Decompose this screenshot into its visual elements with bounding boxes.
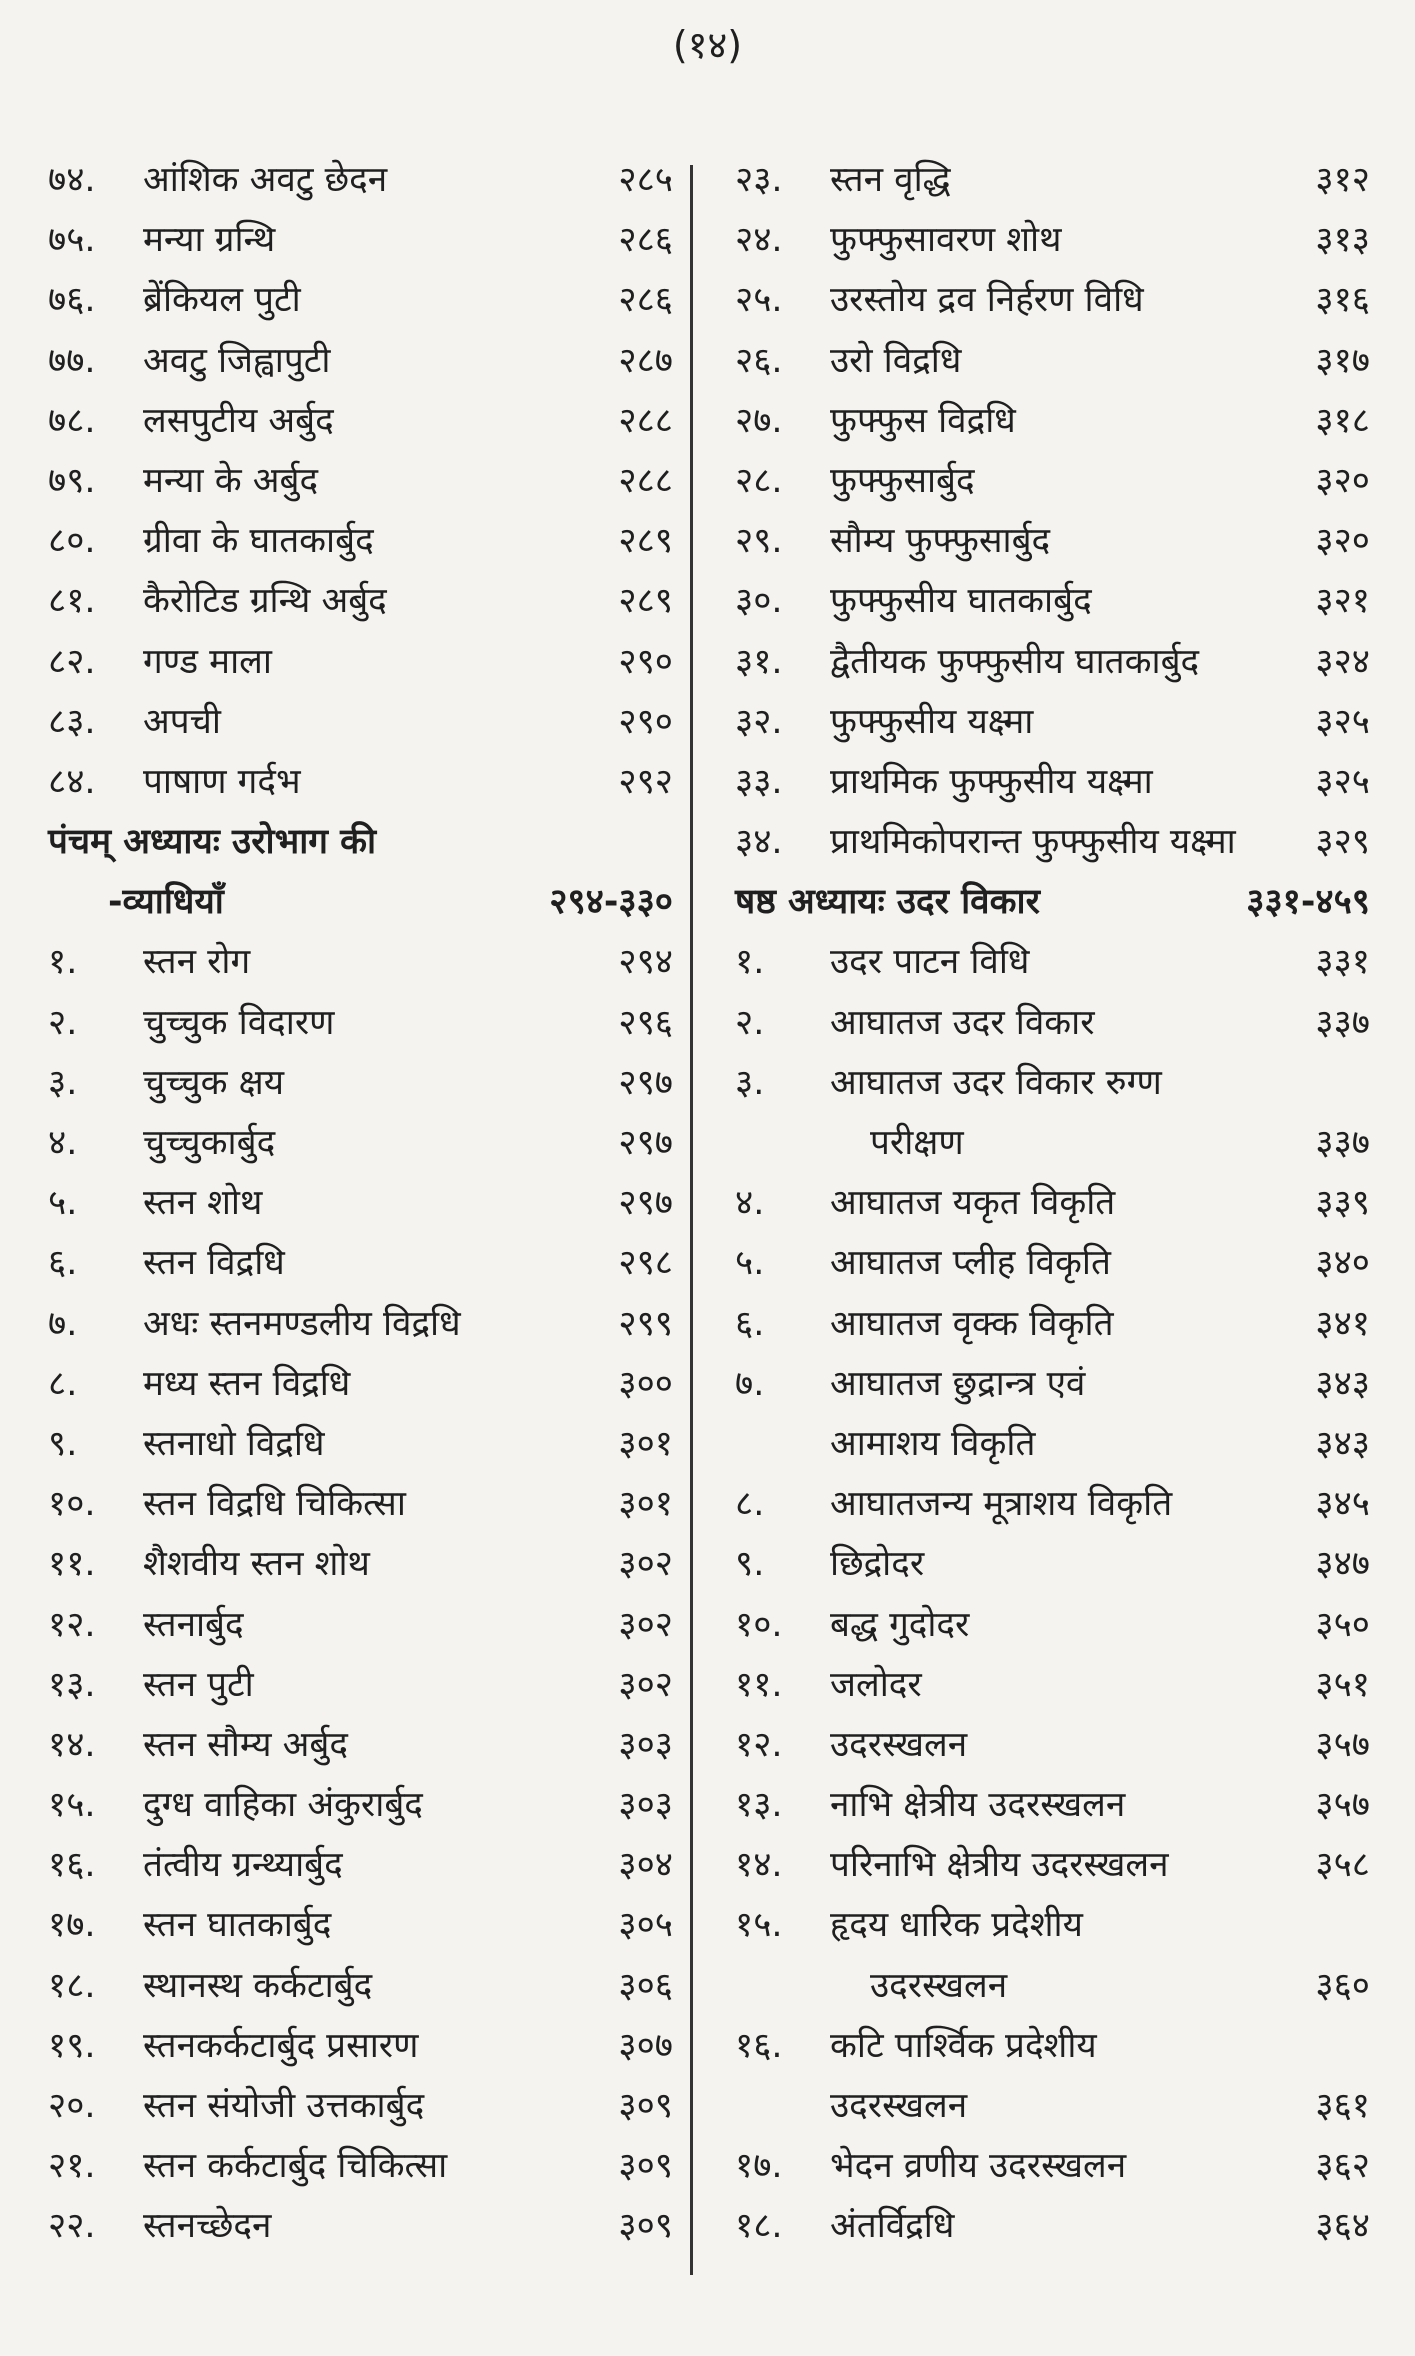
- toc-entry-num: १.: [735, 942, 765, 983]
- toc-entry-num: २५.: [735, 280, 783, 321]
- toc-entry-page: ३४५: [1315, 1484, 1370, 1525]
- toc-entry-num: १४.: [48, 1724, 96, 1765]
- toc-entry-title: उदरस्खलन: [870, 1965, 1008, 2006]
- toc-entry-page: ३०२: [618, 1604, 673, 1645]
- toc-entry-num: १७.: [48, 1905, 96, 1946]
- toc-entry-page: २९७: [618, 1062, 673, 1103]
- toc-entry-page: ३३७: [1315, 1123, 1370, 1163]
- toc-entry-num: २८.: [735, 460, 783, 501]
- toc-entry: [48, 998, 673, 1058]
- toc-entry-page: २९२: [618, 761, 673, 802]
- toc-entry-title: चुच्चुकार्बुद: [143, 1123, 276, 1163]
- toc-entry: [48, 1720, 673, 1780]
- toc-entry-num: २.: [48, 1002, 78, 1043]
- toc-entry-page: ३४३: [1315, 1363, 1370, 1404]
- toc-entry-page: २८७: [618, 340, 673, 381]
- toc-entry: [48, 336, 673, 396]
- toc-entry-num: १३.: [735, 1785, 783, 1826]
- toc-entry-title: चुच्चुक विदारण: [143, 1002, 335, 1043]
- toc-entry-num: ५.: [735, 1243, 765, 1284]
- chapter-heading-5: [48, 817, 673, 877]
- toc-entry: [735, 1660, 1370, 1720]
- toc-entry-num: ३३.: [735, 761, 783, 802]
- toc-entry-num: १०.: [735, 1604, 783, 1645]
- toc-entry-num: ६.: [48, 1243, 78, 1284]
- toc-entry: [48, 576, 673, 636]
- toc-entry-num: ९.: [735, 1544, 765, 1585]
- toc-entry-num: १२.: [735, 1724, 783, 1765]
- toc-entry: [735, 215, 1370, 275]
- toc-entry-title: प्राथमिक फुफ्फुसीय यक्ष्मा: [830, 761, 1153, 802]
- toc-entry: [735, 456, 1370, 516]
- toc-entry: [48, 757, 673, 817]
- toc-entry-num: २२.: [48, 2206, 96, 2247]
- toc-entry-num: १.: [48, 942, 78, 983]
- toc-entry-num: ७७.: [48, 340, 96, 381]
- toc-entry-page: ३४१: [1315, 1303, 1370, 1344]
- toc-entry-num: ७४.: [48, 160, 96, 200]
- toc-entry-title: स्तन विद्रधि: [143, 1243, 285, 1284]
- toc-entry-title: द्वैतीयक फुफ्फुसीय घातकार्बुद: [830, 641, 1200, 682]
- toc-entry-title: फुफ्फुसावरण शोथ: [830, 220, 1062, 261]
- toc-entry-title: चुच्चुक क्षय: [143, 1062, 285, 1103]
- toc-entry-title: स्तनाधो विद्रधि: [143, 1423, 325, 1464]
- toc-entry: [48, 2021, 673, 2081]
- toc-entry-title: उदर पाटन विधि: [830, 942, 1030, 983]
- toc-entry-num: १५.: [48, 1785, 96, 1826]
- toc-entry-num: २६.: [735, 340, 783, 381]
- toc-entry: [735, 2081, 1370, 2141]
- toc-entry-num: २९.: [735, 521, 783, 562]
- toc-entry-title: मन्या ग्रन्थि: [143, 220, 276, 261]
- toc-entry: [735, 1720, 1370, 1780]
- toc-entry-title: तंत्वीय ग्रन्थ्यार्बुद: [143, 1845, 343, 1886]
- toc-entry-page: २९७: [618, 1183, 673, 1224]
- toc-entry-title: प्राथमिकोपरान्त फुफ्फुसीय यक्ष्मा: [830, 822, 1236, 863]
- toc-entry-title: गण्ड माला: [143, 641, 272, 682]
- toc-entry: [735, 1299, 1370, 1359]
- toc-entry: [735, 1961, 1370, 2021]
- toc-entry-num: १८.: [735, 2206, 783, 2247]
- right-chapter-list: [735, 937, 1370, 2261]
- toc-entry-num: ८१.: [48, 581, 96, 622]
- toc-entry: [735, 817, 1370, 877]
- toc-entry-num: १६.: [48, 1845, 96, 1886]
- toc-entry-page: २९०: [618, 641, 673, 682]
- toc-entry: [735, 155, 1370, 215]
- toc-entry: [735, 1359, 1370, 1419]
- toc-entry-num: ८.: [735, 1484, 765, 1525]
- chapter-heading-5-cont: [48, 877, 673, 937]
- toc-entry-title: स्थानस्थ कर्कटार्बुद: [143, 1965, 373, 2006]
- toc-entry-title: अधः स्तनमण्डलीय विद्रधि: [143, 1303, 461, 1344]
- toc-entry: [48, 1660, 673, 1720]
- toc-entry-title: आघातज छुद्रान्त्र एवं: [830, 1363, 1086, 1404]
- toc-entry: [735, 637, 1370, 697]
- toc-entry-page: २८९: [618, 521, 673, 562]
- chapter-heading-6: [735, 877, 1370, 937]
- toc-entry: [735, 516, 1370, 576]
- toc-entry: [48, 155, 673, 215]
- toc-entry: [48, 2201, 673, 2261]
- toc-entry-page: ३२१: [1315, 581, 1370, 622]
- left-chapter-list: [48, 937, 673, 2261]
- toc-entry-page: ३०५: [618, 1905, 673, 1946]
- toc-entry: [735, 576, 1370, 636]
- toc-entry-page: २९४: [618, 942, 673, 983]
- toc-entry: [735, 2201, 1370, 2261]
- toc-entry-page: २९७: [618, 1123, 673, 1163]
- toc-entry-page: ३२४: [1315, 641, 1370, 682]
- toc-entry-title: फुफ्फुसीय यक्ष्मा: [830, 701, 1034, 742]
- toc-entry-page: ३५७: [1315, 1785, 1370, 1826]
- toc-entry-num: २३.: [735, 160, 783, 200]
- toc-entry-page: २८६: [618, 280, 673, 321]
- toc-entry-page: ३५७: [1315, 1724, 1370, 1765]
- toc-entry: [735, 1600, 1370, 1660]
- toc-entry-title: आघातज वृक्क विकृति: [830, 1303, 1114, 1344]
- toc-entry-page: ३२०: [1315, 460, 1370, 501]
- toc-entry-title: स्तन विद्रधि चिकित्सा: [143, 1484, 406, 1525]
- toc-entry: [735, 937, 1370, 997]
- toc-entry-title: आघातज प्लीह विकृति: [830, 1243, 1111, 1284]
- toc-entry-title: कैरोटिड ग्रन्थि अर्बुद: [143, 581, 387, 622]
- toc-entry-title: स्तनार्बुद: [143, 1604, 244, 1645]
- toc-entry-num: ८४.: [48, 761, 96, 802]
- toc-entry: [48, 516, 673, 576]
- toc-entry-title: स्तनच्छेदन: [143, 2206, 272, 2247]
- toc-entry-title: आघातज उदर विकार रुग्ण: [830, 1062, 1162, 1103]
- toc-entry-title: स्तन शोथ: [143, 1183, 263, 1224]
- toc-entry-title: स्तन संयोजी उत्तकार्बुद: [143, 2086, 425, 2126]
- toc-entry-title: फुफ्फुसीय घातकार्बुद: [830, 581, 1092, 622]
- toc-entry-num: २.: [735, 1002, 765, 1043]
- toc-entry-title: उदरस्खलन: [830, 2086, 968, 2126]
- toc-entry-title: स्तन घातकार्बुद: [143, 1905, 332, 1946]
- toc-entry: [735, 757, 1370, 817]
- toc-entry-page: ३०७: [618, 2025, 673, 2066]
- toc-entry-page: ३०९: [618, 2146, 673, 2187]
- toc-entry: [48, 1058, 673, 1118]
- toc-entry-page: २८६: [618, 220, 673, 261]
- toc-entry-page: २९०: [618, 701, 673, 742]
- toc-entry-num: १३.: [48, 1664, 96, 1705]
- toc-entry: [48, 1178, 673, 1238]
- toc-entry-num: ३.: [735, 1062, 765, 1103]
- toc-entry-num: ३२.: [735, 701, 783, 742]
- toc-entry-title: फुफ्फुसार्बुद: [830, 460, 975, 501]
- toc-entry-page: ३०२: [618, 1544, 673, 1585]
- toc-entry: [48, 275, 673, 335]
- toc-entry-num: ७६.: [48, 280, 96, 321]
- toc-entry-num: ३.: [48, 1062, 78, 1103]
- toc-entry-num: ११.: [48, 1544, 96, 1585]
- toc-entry-num: ७५.: [48, 220, 96, 261]
- toc-entry-page: ३०९: [618, 2206, 673, 2247]
- toc-entry-num: २७.: [735, 400, 783, 441]
- toc-entry: [735, 1479, 1370, 1539]
- toc-entry-num: ८३.: [48, 701, 96, 742]
- toc-entry-title: मध्य स्तन विद्रधि: [143, 1363, 351, 1404]
- toc-entry-page: ३३९: [1315, 1183, 1370, 1224]
- toc-entry: [48, 1359, 673, 1419]
- toc-entry-page: २८८: [618, 400, 673, 441]
- toc-entry-num: ६.: [735, 1303, 765, 1344]
- toc-entry: [48, 1118, 673, 1178]
- toc-entry-page: ३२९: [1315, 822, 1370, 863]
- toc-entry: [735, 1780, 1370, 1840]
- toc-entry-page: ३५८: [1315, 1845, 1370, 1886]
- toc-entry-num: १०.: [48, 1484, 96, 1525]
- toc-entry-page: ३०३: [618, 1724, 673, 1765]
- toc-entry-page: ३६१: [1315, 2086, 1370, 2126]
- toc-entry-num: ५.: [48, 1183, 78, 1224]
- toc-entry-num: १७.: [735, 2146, 783, 2187]
- left-top-list: [48, 155, 673, 817]
- toc-entry-page: ३१८: [1315, 400, 1370, 441]
- toc-entry-page: ३२५: [1315, 701, 1370, 742]
- toc-entry: [735, 1840, 1370, 1900]
- toc-entry-num: ८२.: [48, 641, 96, 682]
- toc-entry-title: पाषाण गर्दभ: [143, 761, 301, 802]
- toc-entry-title: शैशवीय स्तन शोथ: [143, 1544, 370, 1585]
- toc-entry-page: २८९: [618, 581, 673, 622]
- chapter-title-5-cont: -व्याधियाँ: [108, 882, 224, 923]
- toc-entry-title: स्तन सौम्य अर्बुद: [143, 1724, 348, 1765]
- toc-entry-title: अवटु जिह्वापुटी: [143, 340, 331, 381]
- toc-entry-title: अपची: [143, 701, 221, 742]
- toc-entry-title: छिद्रोदर: [830, 1544, 925, 1585]
- toc-entry-page: ३०३: [618, 1785, 673, 1826]
- toc-entry-num: ७९.: [48, 460, 96, 501]
- toc-entry-num: ३४.: [735, 822, 783, 863]
- toc-entry-page: ३६०: [1315, 1965, 1370, 2006]
- toc-entry-title: भेदन व्रणीय उदरस्खलन: [830, 2146, 1127, 2187]
- toc-entry-page: ३०१: [618, 1484, 673, 1525]
- toc-entry-page: ३०४: [618, 1845, 673, 1886]
- toc-entry-page: ३१३: [1315, 220, 1370, 261]
- toc-entry-num: ११.: [735, 1664, 783, 1705]
- toc-entry: [735, 697, 1370, 757]
- toc-entry-num: ८०.: [48, 521, 96, 562]
- toc-entry-title: आघातज उदर विकार: [830, 1002, 1095, 1043]
- toc-entry-title: सौम्य फुफ्फुसार्बुद: [830, 521, 1051, 562]
- toc-entry: [48, 2081, 673, 2141]
- toc-entry: [48, 456, 673, 516]
- toc-entry-num: २१.: [48, 2146, 96, 2187]
- toc-entry-num: १६.: [735, 2025, 783, 2066]
- toc-entry-title: उदरस्खलन: [830, 1724, 968, 1765]
- toc-entry-page: २८८: [618, 460, 673, 501]
- toc-entry-num: ८.: [48, 1363, 78, 1404]
- toc-entry-title: जलोदर: [830, 1664, 922, 1705]
- toc-entry: [735, 1058, 1370, 1118]
- toc-entry-title: आंशिक अवटु छेदन: [143, 160, 388, 200]
- left-column: [48, 155, 673, 2262]
- toc-entry-title: स्तन पुटी: [143, 1664, 254, 1705]
- toc-entry-page: ३३७: [1315, 1002, 1370, 1043]
- toc-entry: [735, 336, 1370, 396]
- toc-entry-title: ब्रेंकियल पुटी: [143, 280, 301, 321]
- toc-entry-num: ९.: [48, 1423, 78, 1464]
- toc-entry-num: १९.: [48, 2025, 96, 2066]
- toc-entry-num: १४.: [735, 1845, 783, 1886]
- toc-entry-num: ४.: [735, 1183, 765, 1224]
- toc-entry: [48, 937, 673, 997]
- toc-entry-title: स्तन वृद्धि: [830, 160, 951, 200]
- toc-entry-title: दुग्ध वाहिका अंकुरार्बुद: [143, 1785, 423, 1826]
- toc-entry: [735, 1419, 1370, 1479]
- chapter-title-5: पंचम् अध्यायः उरोभाग की: [48, 822, 377, 863]
- right-column: [735, 155, 1370, 2262]
- toc-entry-title: परिनाभि क्षेत्रीय उदरस्खलन: [830, 1845, 1169, 1886]
- toc-entry: [735, 2141, 1370, 2201]
- toc-entry-title: कटि पार्श्विक प्रदेशीय: [830, 2025, 1097, 2066]
- toc-entry-title: ग्रीवा के घातकार्बुद: [143, 521, 374, 562]
- toc-entry-page: ३६४: [1315, 2206, 1370, 2247]
- toc-entry-page: ३६२: [1315, 2146, 1370, 2187]
- toc-entry-title: फुफ्फुस विद्रधि: [830, 400, 1016, 441]
- toc-entry-page: २९८: [618, 1243, 673, 1284]
- toc-entry: [48, 1840, 673, 1900]
- toc-entry-num: ३०.: [735, 581, 783, 622]
- toc-entry-title: बद्ध गुदोदर: [830, 1604, 970, 1645]
- toc-entry-num: ४.: [48, 1123, 78, 1163]
- toc-entry-page: ३४७: [1315, 1544, 1370, 1585]
- toc-entry: [735, 396, 1370, 456]
- toc-entry-num: १८.: [48, 1965, 96, 2006]
- toc-entry: [48, 1479, 673, 1539]
- toc-entry: [48, 1600, 673, 1660]
- toc-entry: [735, 1118, 1370, 1178]
- toc-entry-page: २९९: [618, 1303, 673, 1344]
- toc-entry-title: स्तनकर्कटार्बुद प्रसारण: [143, 2025, 419, 2066]
- toc-entry-num: २४.: [735, 220, 783, 261]
- chapter-range-5: २९४-३३०: [549, 882, 673, 923]
- toc-entry-num: २०.: [48, 2086, 96, 2126]
- toc-entry-page: ३२५: [1315, 761, 1370, 802]
- toc-entry: [48, 1539, 673, 1599]
- toc-entry-title: आघातजन्य मूत्राशय विकृति: [830, 1484, 1173, 1525]
- toc-entry: [48, 2141, 673, 2201]
- toc-entry: [735, 1539, 1370, 1599]
- toc-entry-page: ३१७: [1315, 340, 1370, 381]
- toc-entry: [48, 1299, 673, 1359]
- toc-entry-page: ३०६: [618, 1965, 673, 2006]
- toc-entry-num: ७८.: [48, 400, 96, 441]
- toc-entry: [48, 1780, 673, 1840]
- toc-entry: [735, 2021, 1370, 2081]
- toc-entry-page: २८५: [618, 160, 673, 200]
- toc-entry-title: अंतर्विद्रधि: [830, 2206, 955, 2247]
- toc-entry-page: ३०९: [618, 2086, 673, 2126]
- toc-entry: [48, 1419, 673, 1479]
- toc-entry-page: ३४०: [1315, 1243, 1370, 1284]
- toc-entry-title: आघातज यकृत विकृति: [830, 1183, 1116, 1224]
- toc-entry-page: ३०२: [618, 1664, 673, 1705]
- toc-entry-page: ३५१: [1315, 1664, 1370, 1705]
- toc-entry: [735, 1238, 1370, 1298]
- right-top-list: [735, 155, 1370, 877]
- toc-entry-page: ३०१: [618, 1423, 673, 1464]
- page-number: (१४): [672, 23, 743, 67]
- toc-entry-title: लसपुटीय अर्बुद: [143, 400, 334, 441]
- toc-entry-num: ३१.: [735, 641, 783, 682]
- toc-entry-title: उरो विद्रधि: [830, 340, 962, 381]
- toc-entry-page: ३५०: [1315, 1604, 1370, 1645]
- toc-entry-title: स्तन रोग: [143, 942, 251, 983]
- toc-entry-num: ७.: [48, 1303, 78, 1344]
- toc-entry-title: नाभि क्षेत्रीय उदरस्खलन: [830, 1785, 1126, 1826]
- toc-entry-title: उरस्तोय द्रव निर्हरण विधि: [830, 280, 1144, 321]
- toc-entry-title: स्तन कर्कटार्बुद चिकित्सा: [143, 2146, 448, 2187]
- toc-entry-title: मन्या के अर्बुद: [143, 460, 319, 501]
- toc-entry-title: हृदय धारिक प्रदेशीय: [830, 1905, 1083, 1946]
- toc-entry-page: ३४३: [1315, 1423, 1370, 1464]
- toc-entry-page: ३१६: [1315, 280, 1370, 321]
- toc-entry-page: २९६: [618, 1002, 673, 1043]
- toc-entry-num: १२.: [48, 1604, 96, 1645]
- toc-entry: [735, 1900, 1370, 1960]
- toc-entry-page: ३१२: [1315, 160, 1370, 200]
- toc-entry: [48, 396, 673, 456]
- toc-entry-page: ३२०: [1315, 521, 1370, 562]
- toc-entry-num: १५.: [735, 1905, 783, 1946]
- toc-entry: [48, 1961, 673, 2021]
- toc-entry: [48, 697, 673, 757]
- chapter-title-6: षष्ठ अध्यायः उदर विकार: [735, 882, 1040, 923]
- toc-entry-title: आमाशय विकृति: [830, 1423, 1036, 1464]
- toc-entry-page: ३००: [618, 1363, 673, 1404]
- toc-entry: [735, 275, 1370, 335]
- toc-entry-title: परीक्षण: [870, 1123, 964, 1163]
- toc-entry: [735, 998, 1370, 1058]
- toc-entry: [48, 637, 673, 697]
- column-divider: [690, 165, 693, 2275]
- toc-entry: [48, 1900, 673, 1960]
- toc-entry-num: ७.: [735, 1363, 765, 1404]
- toc-entry: [48, 215, 673, 275]
- toc-entry: [735, 1178, 1370, 1238]
- toc-entry: [48, 1238, 673, 1298]
- toc-entry-page: ३३१: [1315, 942, 1370, 983]
- chapter-range-6: ३३१-४५९: [1246, 882, 1370, 923]
